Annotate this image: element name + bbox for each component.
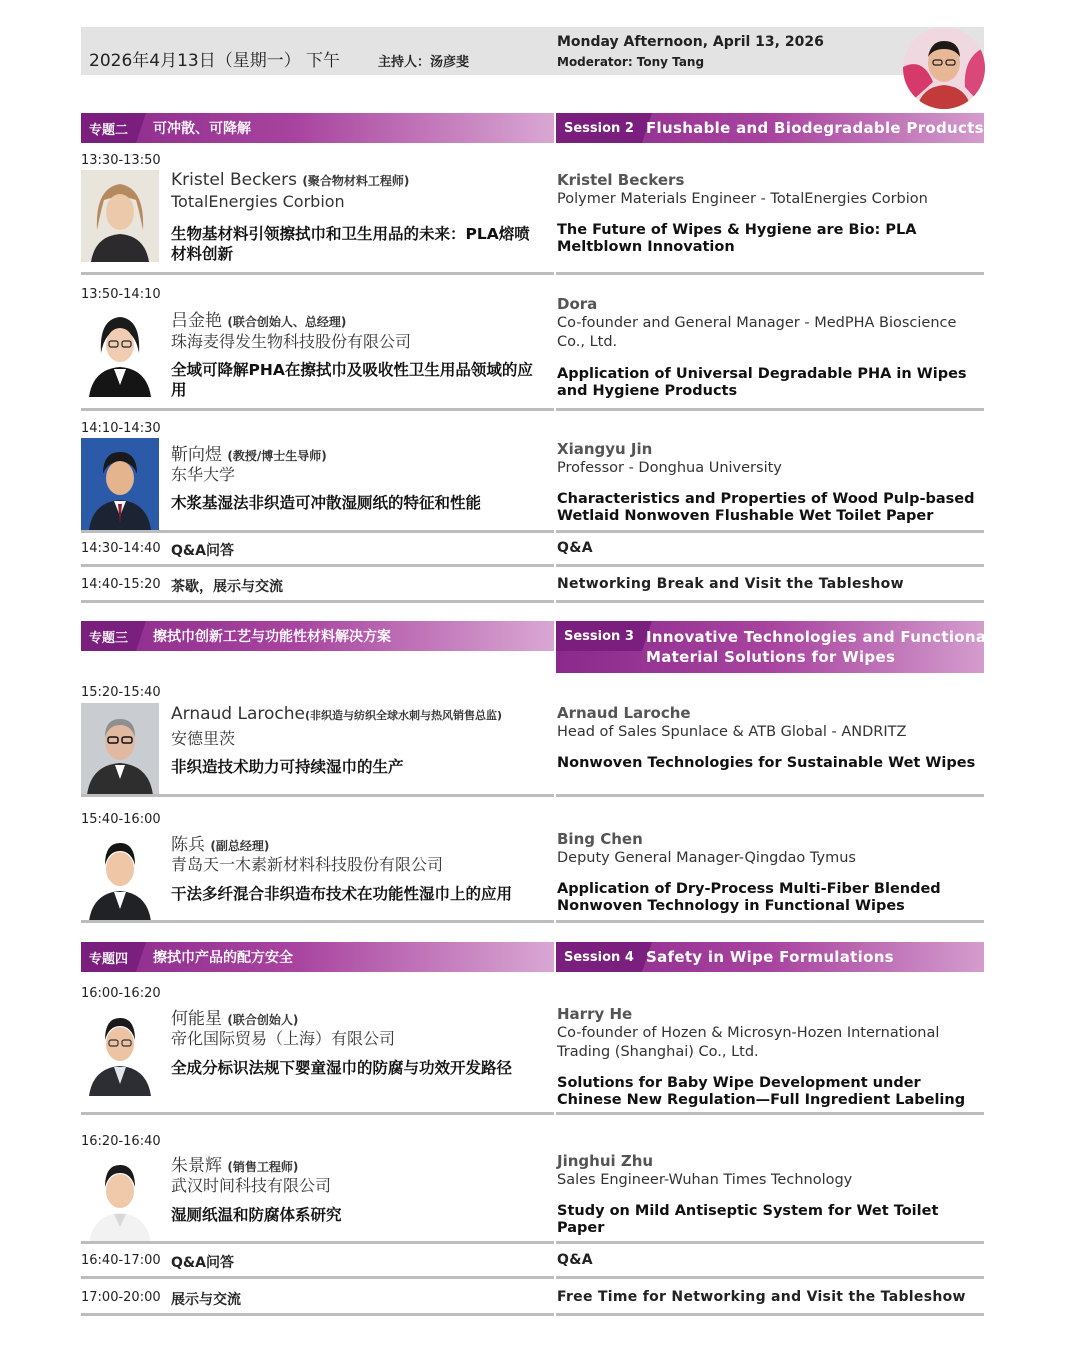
speaker-photo [81,1004,159,1096]
session3-banner-en [556,621,992,673]
session3-tag-cn: 专题三 [81,621,136,651]
session4-banner-en [556,942,984,972]
speaker-title-cn: (非织造与纺织全球水刺与热风销售总监) [304,709,503,722]
talk-topic-en: Solutions for Baby Wipe Development under Chinese New Regulation—Full Ingredient Labeling [557,1075,966,1108]
talk-topic-cn: 湿厕纸温和防腐体系研究 [171,1206,342,1224]
row-divider [556,600,984,603]
speaker-name-en: Kristel Beckers [557,171,685,189]
speaker-role-en: Co-founder and General Manager - MedPHA Bioscience Co., Ltd. [557,315,957,350]
row-divider [556,530,984,533]
header-en-date: Monday Afternoon, April 13, 2026 [557,34,824,50]
header-cn-moderator: 主持人：汤彦斐 [378,55,470,70]
header-cn-date: 2026年4月13日（星期一） [89,51,301,71]
row-divider [556,794,984,797]
break-label-en: Networking Break and Visit the Tableshow [557,576,904,592]
session2-tag-cn: 专题二 [81,113,136,143]
speaker-photo [81,829,159,921]
speaker-name-en: Arnaud Laroche [557,704,691,722]
session3-title-en-line2: Material Solutions for Wipes [646,648,896,666]
session2-banner-en [556,113,984,143]
break-time: 17:00-20:00 [81,1290,161,1305]
speaker-name: 陈兵 [171,835,205,855]
talk-topic-cn: 全成分标识法规下婴童湿巾的防腐与功效开发路径 [171,1059,513,1077]
session3-title-cn: 擦拭巾创新工艺与功能性材料解决方案 [153,629,391,645]
speaker-title-cn: (副总经理) [210,839,270,853]
row-divider [81,530,554,533]
speaker-photo [81,305,159,397]
break-label-cn: Q&A问答 [171,1255,234,1271]
speaker-name: Kristel Beckers [171,170,297,190]
header-en-moderator: Moderator: Tony Tang [557,55,705,69]
row-divider [81,1112,554,1115]
break-label-en: Q&A [557,540,593,556]
session2-tag-en: Session 2 [556,113,642,143]
session2-title-cn: 可冲散、可降解 [153,121,251,137]
talk-topic-cn: 非织造技术助力可持续湿巾的生产 [171,758,404,776]
talk-topic-en: Application of Universal Degradable PHA in Wipes and Hygiene Products [557,366,967,399]
speaker-title-cn: (联合创始人) [227,1013,299,1027]
row-divider [556,408,984,411]
speaker-name-en: Bing Chen [557,830,643,848]
talk-topic-en: Nonwoven Technologies for Sustainable Wet Wipes [557,755,976,771]
row-divider [81,564,554,567]
talk-time: 15:40-16:00 [81,812,161,827]
talk-time: 13:50-14:10 [81,287,161,302]
row-divider [81,1313,554,1316]
row-divider [81,1241,554,1244]
session3-tag-en: Session 3 [556,621,642,651]
break-label-cn: Q&A问答 [171,543,234,559]
speaker-org-cn: 青岛天一木素新材料科技股份有限公司 [171,855,444,874]
talk-topic-en: Study on Mild Antiseptic System for Wet Toilet Paper [557,1203,939,1236]
talk-time: 13:30-13:50 [81,153,161,168]
talk-topic-cn: 干法多纤混合非织造布技术在功能性湿巾上的应用 [171,885,513,903]
session2-title-en: Flushable and Biodegradable Products [646,119,984,137]
speaker-photo [81,1151,159,1243]
talk-topic-cn: 全域可降解PHA在擦拭巾及吸收性卫生用品领域的应用 [171,361,533,399]
talk-topic-en: The Future of Wipes & Hygiene are Bio: PLA Meltblown Innovation [557,222,917,255]
speaker-role-en: Head of Sales Spunlace & ATB Global - ANDRITZ [557,724,907,740]
speaker-org-cn: 安德里茨 [171,729,236,748]
session3-title-en [646,627,992,667]
row-divider [81,794,554,797]
speaker-title-cn: (销售工程师) [227,1160,299,1174]
break-time: 14:30-14:40 [81,541,161,556]
row-divider [556,920,984,923]
speaker-role-en: Polymer Materials Engineer - TotalEnergies Corbion [557,191,928,207]
session4-title-en: Safety in Wipe Formulations [646,948,894,966]
session4-banner-cn [81,942,554,972]
talk-time: 15:20-15:40 [81,685,161,700]
speaker-name-cn [171,704,502,724]
session4-tag-en: Session 4 [556,942,642,972]
row-divider [81,272,554,275]
speaker-name: Arnaud Laroche [171,704,305,724]
row-divider [556,564,984,567]
speaker-title-cn: (聚合物材料工程师) [302,174,410,188]
speaker-role-en: Deputy General Manager-Qingdao Tymus [557,850,856,866]
row-divider [556,1241,984,1244]
row-divider [81,408,554,411]
speaker-photo [81,703,159,795]
talk-topic-en: Characteristics and Properties of Wood Pulp-based Wetlaid Nonwoven Flushable Wet Toilet Paper [557,491,975,524]
header-cn-period: 下午 [306,51,340,71]
row-divider [556,272,984,275]
row-divider [556,1313,984,1316]
speaker-name-en: Dora [557,295,598,313]
session4-title-cn: 擦拭巾产品的配方安全 [153,950,293,966]
speaker-title-cn: (联合创始人、总经理) [227,315,347,329]
talk-topic-cn: 木浆基湿法非织造可冲散湿厕纸的特征和性能 [171,494,482,512]
row-divider [556,1112,984,1115]
speaker-name: 何能星 [171,1009,222,1029]
speaker-name-cn [171,170,409,190]
speaker-org-cn: 武汉时间科技有限公司 [171,1176,332,1195]
row-divider [81,920,554,923]
break-label-en: Free Time for Networking and Visit the Tableshow [557,1289,966,1305]
speaker-org-cn: TotalEnergies Corbion [171,192,345,211]
row-divider [81,600,554,603]
speaker-org-cn: 珠海麦得发生物科技股份有限公司 [171,332,412,351]
talk-time: 16:20-16:40 [81,1134,161,1149]
speaker-role-en: Co-founder of Hozen & Microsyn-Hozen International Trading (Shanghai) Co., Ltd. [557,1025,940,1060]
row-divider [81,1276,554,1279]
speaker-title-cn: (教授/博士生导师) [227,449,327,463]
break-time: 16:40-17:00 [81,1253,161,1268]
talk-time: 14:10-14:30 [81,421,161,436]
break-label-en: Q&A [557,1252,593,1268]
speaker-org-cn: 帝化国际贸易（上海）有限公司 [171,1029,396,1048]
speaker-name-en: Xiangyu Jin [557,440,653,458]
moderator-photo [903,27,985,109]
speaker-name-cn [171,306,346,331]
break-time: 14:40-15:20 [81,577,161,592]
break-label-cn: 展示与交流 [171,1292,241,1308]
speaker-photo [81,438,159,530]
speaker-org-cn: 东华大学 [171,465,236,484]
session3-banner-cn [81,621,554,651]
speaker-photo [81,170,159,262]
talk-time: 16:00-16:20 [81,986,161,1001]
talk-topic-cn: 生物基材料引领擦拭巾和卫生用品的未来：PLA熔喷材料创新 [171,225,530,263]
speaker-name: 朱景辉 [171,1156,222,1176]
speaker-name: 吕金艳 [171,311,222,331]
session4-tag-cn: 专题四 [81,942,136,972]
talk-topic-en: Application of Dry-Process Multi-Fiber Blended Nonwoven Technology in Functional Wipes [557,881,941,914]
session3-title-en-line1: Innovative Technologies and Functional [646,628,992,646]
speaker-name-en: Harry He [557,1005,633,1023]
speaker-name: 靳向煜 [171,445,222,465]
speaker-role-en: Sales Engineer-Wuhan Times Technology [557,1172,853,1188]
break-label-cn: 茶歇，展示与交流 [171,579,283,595]
speaker-name-en: Jinghui Zhu [557,1152,654,1170]
session2-banner-cn [81,113,554,143]
speaker-role-en: Professor - Donghua University [557,460,782,476]
row-divider [556,1276,984,1279]
